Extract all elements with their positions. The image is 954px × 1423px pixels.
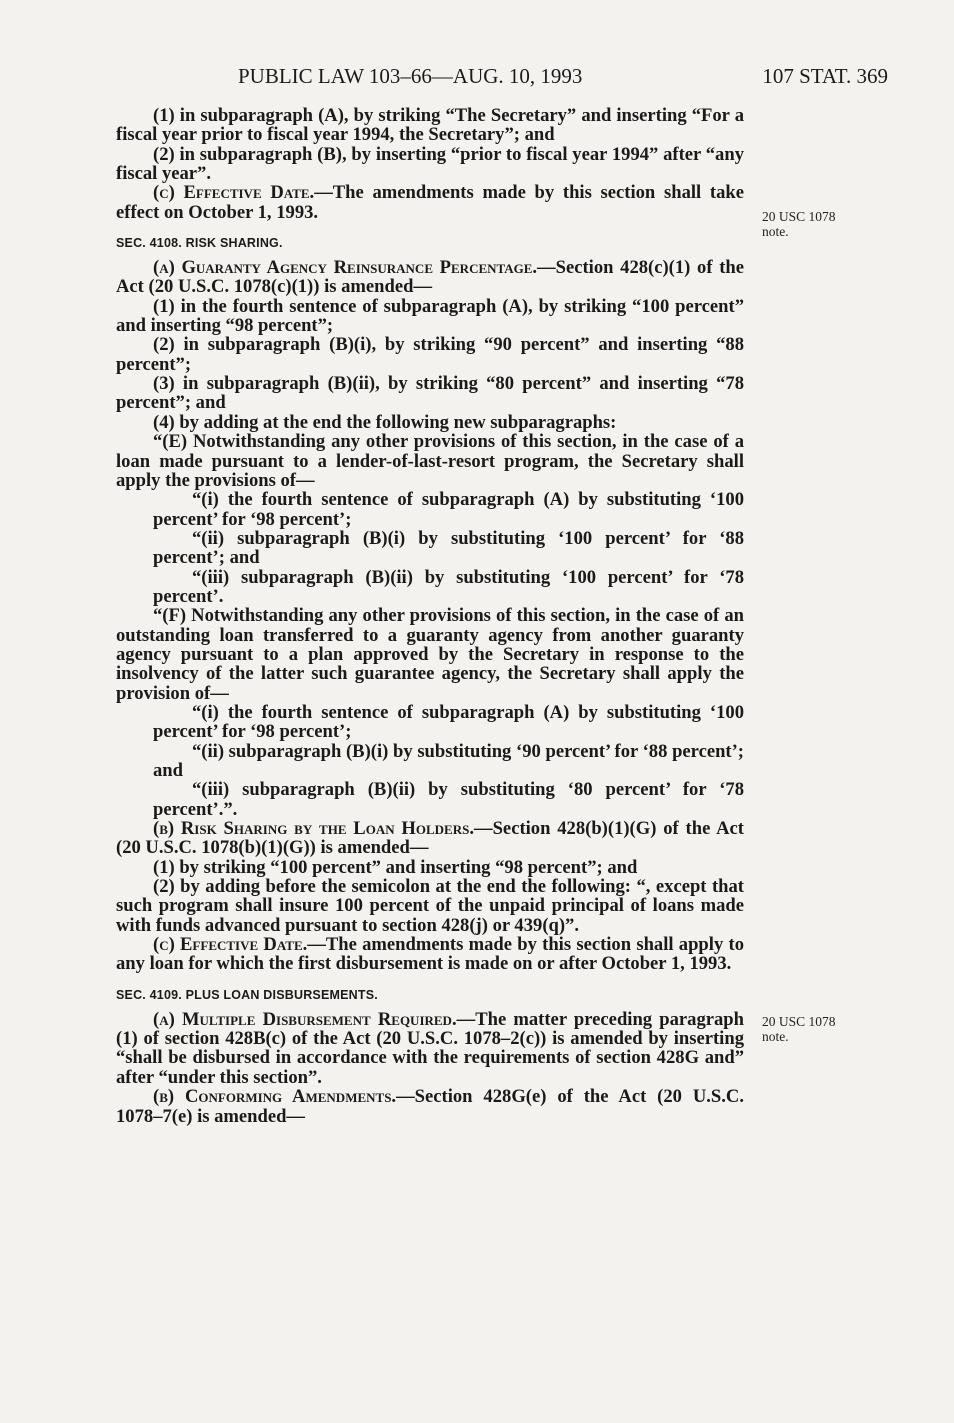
margin-note-cite: 20 USC 1078 <box>762 1014 836 1029</box>
clause: “(ii) subparagraph (B)(i) by substituting ‘100 percent’ for ‘88 percent’; and <box>153 527 744 569</box>
paragraph: (3) in subparagraph (B)(ii), by striking “80 percent” and inserting “78 percent”; and <box>116 373 744 414</box>
section-heading-4109: SEC. 4109. PLUS LOAN DISBURSEMENTS. <box>116 987 378 1002</box>
paragraph <box>116 183 744 222</box>
subsection-heading: (a) Guaranty Agency Reinsurance Percentage. <box>153 257 538 279</box>
subsection-heading: (b) Risk Sharing by the Loan Holders. <box>153 818 474 840</box>
subsection-heading: (c) Effective Date. <box>153 182 315 204</box>
section-heading-4108: SEC. 4108. RISK SHARING. <box>116 236 283 251</box>
clause: “(iii) subparagraph (B)(ii) by substituting ‘100 percent’ for ‘78 percent’. <box>153 566 744 607</box>
subsection-text: —Section 428G(e) of the Act (20 U.S.C. 1078–7(e) is amended— <box>116 1086 745 1127</box>
clause: “(iii) subparagraph (B)(ii) by substituting ‘80 percent’ for ‘78 percent’.”. <box>153 779 744 820</box>
paragraph <box>116 1010 744 1087</box>
running-header <box>238 63 888 89</box>
subsection-text: —Section 428(b)(1)(G) of the Act (20 U.S.C. 1078(b)(1)(G)) is amended— <box>116 818 744 859</box>
paragraph: (2) in subparagraph (B), by inserting “prior to fiscal year 1994” after “any fiscal year”. <box>116 143 744 185</box>
statute-body <box>116 106 744 1126</box>
subsection-text: —The amendments made by this section shall take effect on October 1, 1993. <box>116 182 744 223</box>
margin-note-label: note. <box>762 1029 789 1044</box>
paragraph: (1) by striking “100 percent” and inserting “98 percent”; and <box>153 856 638 878</box>
clause: “(i) the fourth sentence of subparagraph (A) by substituting ‘100 percent’ for ‘98 percent’; <box>153 701 744 743</box>
subsection-text: —Section 428(c)(1) of the Act (20 U.S.C. 1078(c)(1)) is amended— <box>116 257 744 298</box>
paragraph <box>116 935 744 974</box>
paragraph: (1) in subparagraph (A), by striking “The Secretary” and inserting “For a fiscal year prior to fiscal year 1994, the Secretary”; and <box>116 105 744 146</box>
paragraph <box>116 1087 744 1126</box>
margin-note-label: note. <box>762 224 789 239</box>
paragraph: (2) by adding before the semicolon at the end the following: “, except that such program shall insure 100 percent of the unpaid principal of loans made with funds advanced pursuant to section 428(j) or 439(q)”. <box>116 876 744 936</box>
paragraph: (1) in the fourth sentence of subparagraph (A), by striking “100 percent” and inserting “98 percent”; <box>116 295 744 337</box>
clause: “(ii) subparagraph (B)(i) by substituting ‘90 percent’ for ‘88 percent’; and <box>153 740 744 781</box>
subsection-text: —The matter preceding paragraph (1) of section 428B(c) of the Act (20 U.S.C. 1078–2(c)) is amended by inserting “shall be disbursed in accordance with the requirements of section 428G and” after “under this section”. <box>116 1008 744 1088</box>
subsection-heading: (b) Conforming Amendments. <box>153 1086 397 1108</box>
margin-note-2 <box>762 1014 872 1044</box>
statute-page-number: 107 STAT. 369 <box>762 64 888 88</box>
paragraph <box>116 258 744 297</box>
clause: “(i) the fourth sentence of subparagraph (A) by substituting ‘100 percent’ for ‘98 percent’; <box>153 489 744 530</box>
margin-note-1 <box>762 209 872 239</box>
paragraph: (2) in subparagraph (B)(i), by striking “90 percent” and inserting “88 percent”; <box>116 334 744 375</box>
subsection-heading: (c) Effective Date. <box>153 934 308 956</box>
subsection-text: —The amendments made by this section shall apply to any loan for which the first disbursement is made on or after October 1, 1993. <box>116 934 744 975</box>
subsection-heading: (a) Multiple Disbursement Required. <box>153 1008 457 1030</box>
public-law-citation: PUBLIC LAW 103–66—AUG. 10, 1993 <box>238 64 583 88</box>
margin-note-cite: 20 USC 1078 <box>762 209 836 224</box>
paragraph: “(E) Notwithstanding any other provisions of this section, in the case of a loan made pursuant to a lender-of-last-resort program, the Secretary shall apply the provisions of— <box>116 431 744 491</box>
paragraph <box>116 819 744 858</box>
paragraph: (4) by adding at the end the following new subparagraphs: <box>153 411 617 433</box>
paragraph: “(F) Notwithstanding any other provisions of this section, in the case of an outstanding loan transferred to a guaranty agency from another guaranty agency pursuant to a plan approved by the Secretary in response to the insolvency of the latter such guarantee agency, the Secretary shall apply the provision of— <box>116 605 744 704</box>
